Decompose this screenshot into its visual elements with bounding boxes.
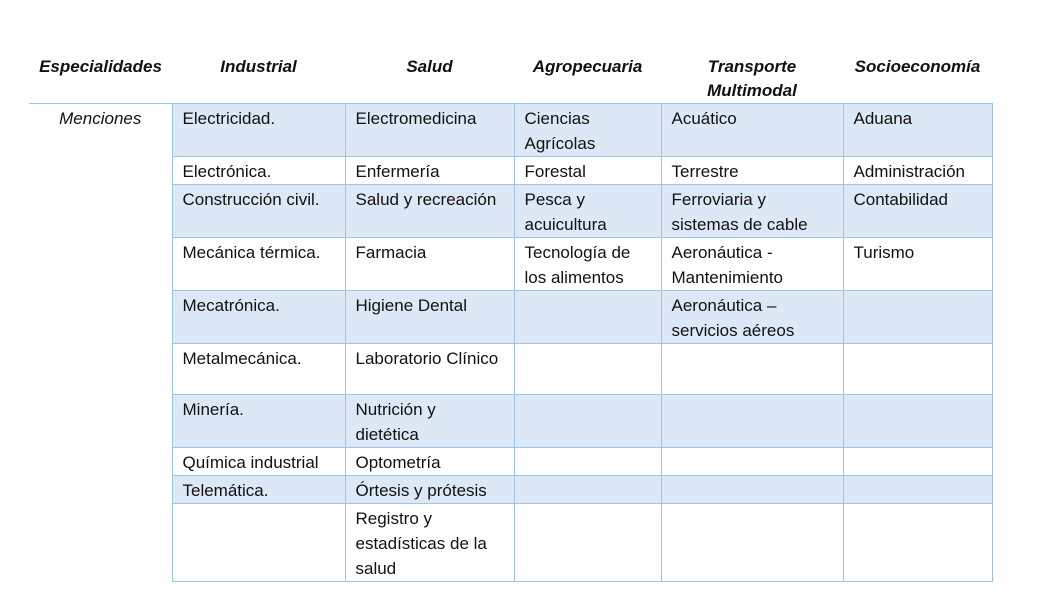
table-cell: Pesca y acuicultura (514, 185, 661, 238)
table-cell: Administración (843, 157, 992, 185)
table-row (29, 104, 992, 157)
table-row (29, 238, 992, 291)
table-cell (843, 395, 992, 448)
table-cell: Química industrial (172, 448, 345, 476)
table-cell: Registro y estadísticas de la salud (345, 504, 514, 582)
table-cell (514, 448, 661, 476)
table-cell: Aeronáutica – servicios aéreos (661, 291, 843, 344)
header-especialidades: Especialidades (29, 52, 172, 104)
table-cell: Electrónica. (172, 157, 345, 185)
empty-label-cell (29, 395, 172, 448)
table-cell: Turismo (843, 238, 992, 291)
table-row (29, 476, 992, 504)
table-cell (843, 504, 992, 582)
empty-label-cell (29, 476, 172, 504)
table-row (29, 291, 992, 344)
empty-label-cell (29, 448, 172, 476)
header-agropecuaria: Agropecuaria (514, 52, 661, 104)
table-cell (661, 395, 843, 448)
header-transporte-multimodal: Transporte Multimodal (661, 52, 843, 104)
table-cell: Nutrición y dietética (345, 395, 514, 448)
table-row (29, 395, 992, 448)
table-cell (843, 291, 992, 344)
table-cell (514, 476, 661, 504)
empty-label-cell (29, 238, 172, 291)
header-salud: Salud (345, 52, 514, 104)
table-cell (514, 395, 661, 448)
table-cell: Electromedicina (345, 104, 514, 157)
table-cell: Forestal (514, 157, 661, 185)
table-cell: Electricidad. (172, 104, 345, 157)
table-cell: Mecatrónica. (172, 291, 345, 344)
table-cell: Optometría (345, 448, 514, 476)
table-cell (514, 504, 661, 582)
header-industrial: Industrial (172, 52, 345, 104)
table-cell (661, 448, 843, 476)
table-cell (843, 476, 992, 504)
empty-label-cell (29, 504, 172, 582)
table-cell: Farmacia (345, 238, 514, 291)
empty-label-cell (29, 291, 172, 344)
table-row (29, 504, 992, 582)
table-cell: Tecnología de los alimentos (514, 238, 661, 291)
header-row (29, 52, 992, 104)
table-cell (661, 504, 843, 582)
table-cell (514, 291, 661, 344)
table-cell: Ciencias Agrícolas (514, 104, 661, 157)
table-cell: Aduana (843, 104, 992, 157)
table-cell: Aeronáutica - Mantenimiento (661, 238, 843, 291)
table-cell: Minería. (172, 395, 345, 448)
table-cell (661, 344, 843, 395)
table-cell: Higiene Dental (345, 291, 514, 344)
table-cell (843, 344, 992, 395)
table-cell: Salud y recreación (345, 185, 514, 238)
table-row (29, 448, 992, 476)
table-cell (514, 344, 661, 395)
table-cell (843, 448, 992, 476)
empty-label-cell (29, 157, 172, 185)
row-label-menciones: Menciones (59, 109, 142, 128)
specialties-table (29, 52, 993, 582)
table-cell: Enfermería (345, 157, 514, 185)
table-cell: Acuático (661, 104, 843, 157)
table-row (29, 185, 992, 238)
table-cell: Telemática. (172, 476, 345, 504)
table-cell: Metalmecánica. (172, 344, 345, 395)
table-cell: Terrestre (661, 157, 843, 185)
table-row (29, 157, 992, 185)
table-cell: Órtesis y prótesis (345, 476, 514, 504)
table-cell: Construcción civil. (172, 185, 345, 238)
header-socioeconomia: Socioeconomía (843, 52, 992, 104)
empty-label-cell (29, 344, 172, 395)
table-cell: Contabilidad (843, 185, 992, 238)
table-cell: Mecánica térmica. (172, 238, 345, 291)
table-cell: Laboratorio Clínico (345, 344, 514, 395)
table-cell (661, 476, 843, 504)
table-row (29, 344, 992, 395)
table-cell: Ferroviaria y sistemas de cable (661, 185, 843, 238)
empty-label-cell (29, 185, 172, 238)
table-cell (172, 504, 345, 582)
